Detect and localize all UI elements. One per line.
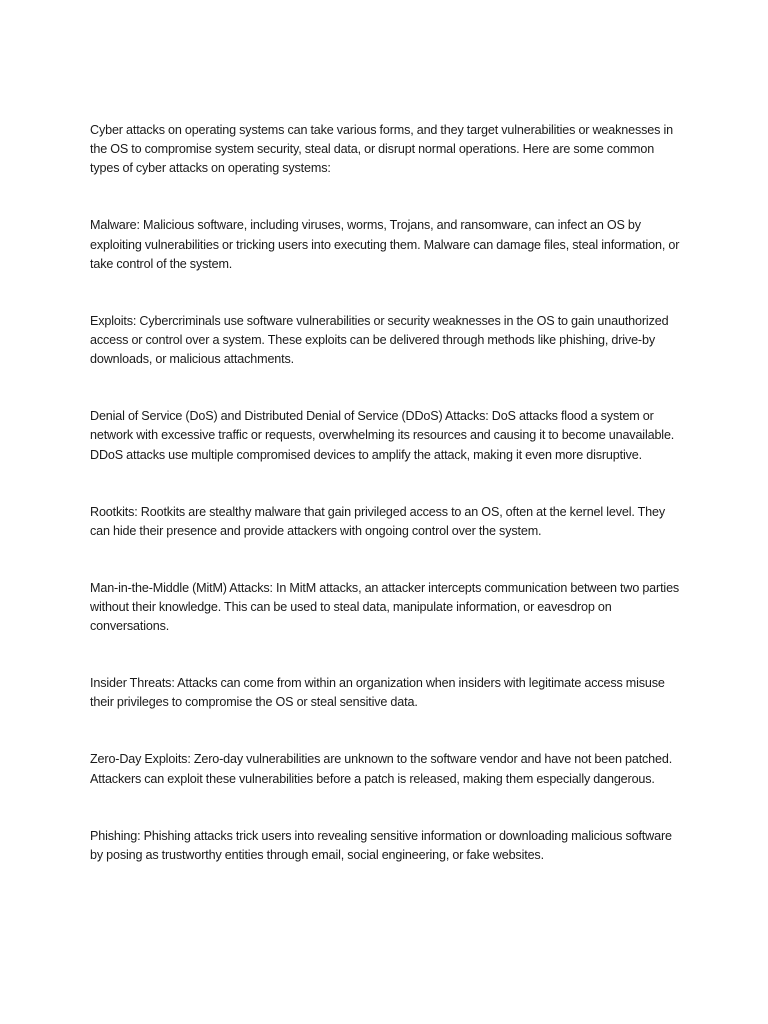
intro-paragraph: Cyber attacks on operating systems can take various forms, and they target vulnerabilities or weaknesses in the OS to compromise system security, steal data, or disrupt normal operations. Here are some common types of cyber attacks on operating systems: — [90, 123, 673, 176]
phishing-paragraph: Phishing: Phishing attacks trick users into revealing sensitive information or downloading malicious software by posing as trustworthy entities through email, social engineering, or fake websites. — [90, 828, 672, 862]
exploits-paragraph: Exploits: Cybercriminals use software vulnerabilities or security weaknesses in the OS to gain unauthorized access or control over a system. These exploits can be delivered through methods like phishing, drive-by downloads, or malicious attachments. — [90, 313, 669, 367]
document-body — [90, 121, 680, 865]
rootkits-paragraph: Rootkits: Rootkits are stealthy malware that gain privileged access to an OS, often at the kernel level. They can hide their presence and provide attackers with ongoing control over the system. — [90, 504, 666, 538]
mitm-paragraph: Man-in-the-Middle (MitM) Attacks: In MitM attacks, an attacker intercepts communication between two parties without their knowledge. This can be used to steal data, manipulate information, or eavesdrop on conversations. — [90, 580, 680, 634]
insider-threats-paragraph: Insider Threats: Attacks can come from within an organization when insiders with legitimate access misuse their privileges to compromise the OS or steal sensitive data. — [90, 676, 665, 710]
dos-ddos-paragraph: Denial of Service (DoS) and Distributed Denial of Service (DDoS) Attacks: DoS attacks flood a system or network with excessive traffic or requests, overwhelming its resources and causing it to become unavailable. DDoS attacks use multiple compromised devices to amplify the attack, making it even more disruptive. — [90, 409, 675, 462]
zero-day-paragraph: Zero-Day Exploits: Zero-day vulnerabilities are unknown to the software vendor and have not been patched. Attackers can exploit these vulnerabilities before a patch is released, making them especially dangerous. — [90, 752, 673, 786]
malware-paragraph: Malware: Malicious software, including viruses, worms, Trojans, and ransomware, can infect an OS by exploiting vulnerabilities or tricking users into executing them. Malware can damage files, steal information, or take control of the system. — [90, 218, 680, 271]
